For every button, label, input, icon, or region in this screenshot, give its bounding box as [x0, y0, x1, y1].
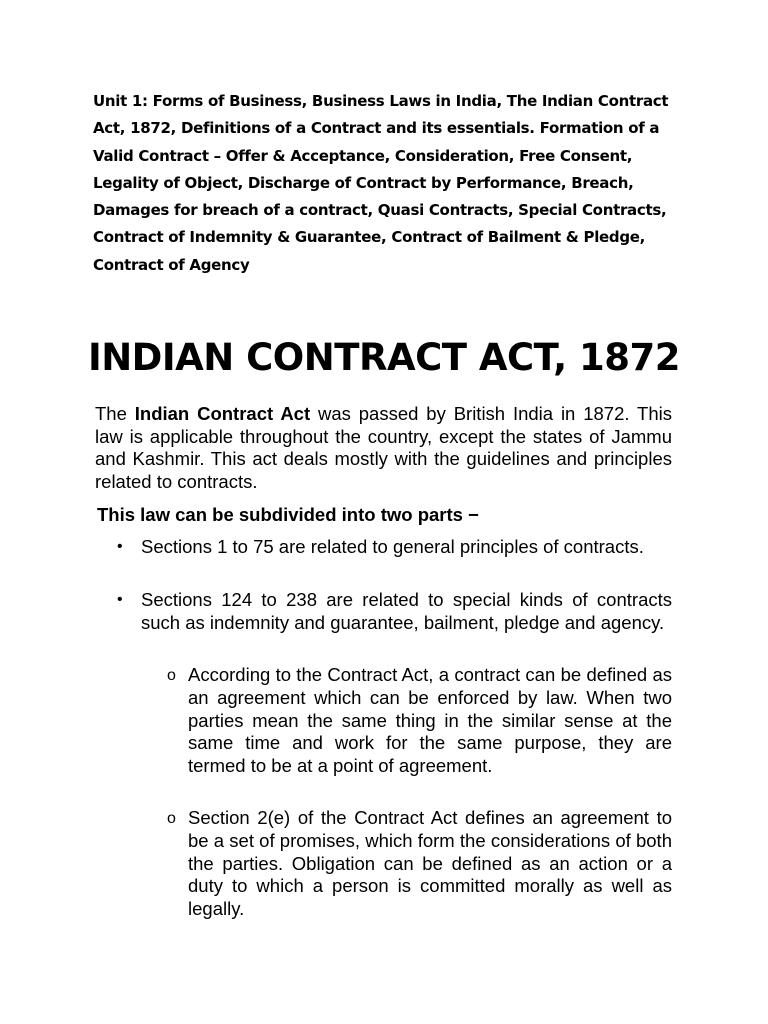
- list-item: [117, 589, 672, 634]
- sub-list-item-text: According to the Contract Act, a contract can be defined as an agreement which can be enforced by law. When two parties mean the same thing in the similar sense at the same time and work for the same purpose, they are termed to be at a point of agreement.: [188, 664, 672, 777]
- subheading: This law can be subdivided into two parts −: [97, 504, 479, 525]
- sub-bullet-icon: o: [167, 810, 176, 827]
- intro-bold-term: Indian Contract Act: [134, 403, 311, 424]
- list-item: [117, 536, 672, 559]
- intro-lead: The: [95, 403, 135, 424]
- bullet-icon: •: [117, 538, 123, 555]
- list-item-text: Sections 124 to 238 are related to special kinds of contracts such as indemnity and guarantee, bailment, pledge and agency.: [141, 589, 672, 633]
- list-item-text: Sections 1 to 75 are related to general principles of contracts.: [141, 536, 644, 557]
- bullet-icon: •: [117, 591, 123, 608]
- syllabus-paragraph: Unit 1: Forms of Business, Business Laws in India, The Indian Contract Act, 1872, Definitions of a Contract and its essentials. Formation of a Valid Contract – Offer & Acceptance, Consideration, Free Consent, Legality of Object, Discharge of Contract by Performance, Breach, Damages for breach of a contract, Quasi Contracts, Special Contracts, Contract of Indemnity & Guarantee, Contract of Bailment & Pledge, Contract of Agency: [93, 92, 669, 274]
- intro-paragraph: [95, 403, 672, 493]
- sub-bullet-icon: o: [167, 667, 176, 684]
- sub-list-item: [167, 664, 672, 778]
- sub-list-item-text: Section 2(e) of the Contract Act defines an agreement to be a set of promises, which form the considerations of both the parties. Obligation can be defined as an action or a duty to which a person is committed morally as well as legally.: [188, 807, 672, 920]
- document-title: INDIAN CONTRACT ACT, 1872: [87, 336, 681, 379]
- intro-rest: was passed by British India in 1872. This law is applicable throughout the country, except the states of Jammu and Kashmir. This act deals mostly with the guidelines and principles related to contracts.: [95, 403, 672, 492]
- sub-list-item: [167, 807, 672, 921]
